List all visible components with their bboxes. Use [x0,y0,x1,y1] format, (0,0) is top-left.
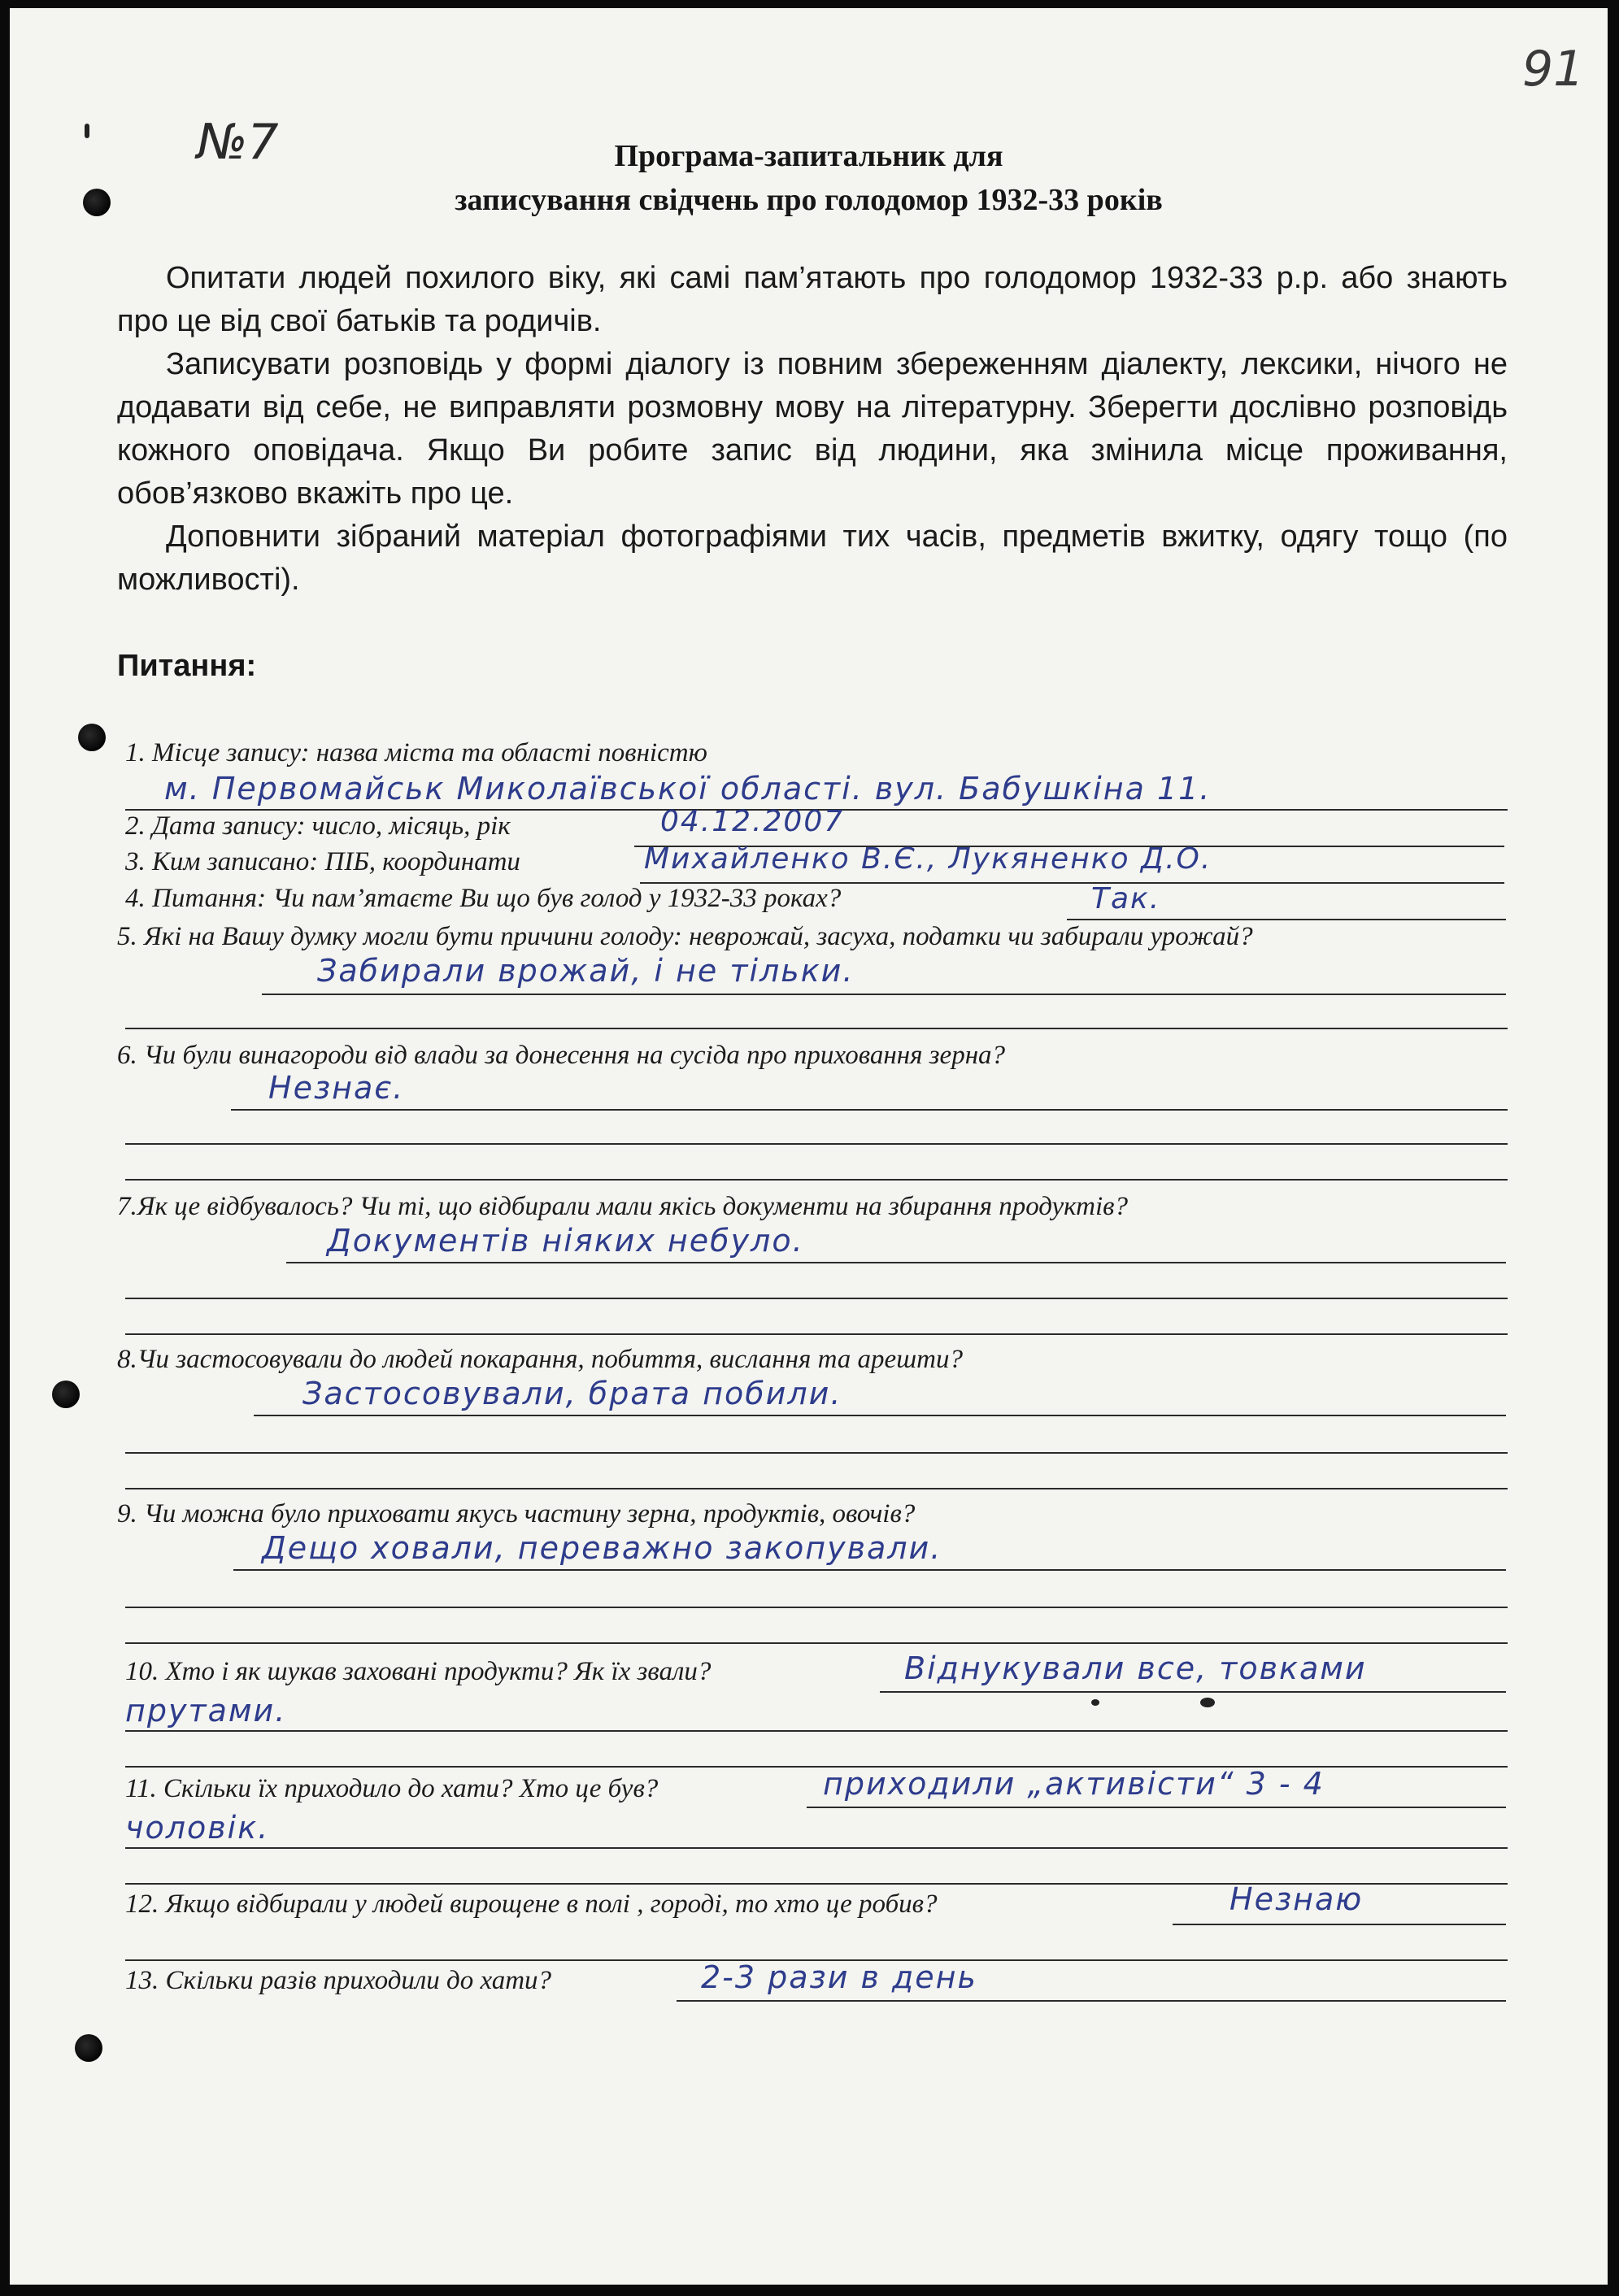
ink-speck [85,124,89,138]
answer-10-line-1: Віднукували все, товками [904,1650,1367,1686]
question-5: 5. Які на Вашу думку могли бути причини голоду: неврожай, засуха, податки чи забирали урожай? [117,922,1253,951]
question-6: 6. Чи були винагороди від влади за донесення на сусіда про приховання зерна? [117,1041,1006,1070]
answer-line [254,1415,1506,1416]
question-8: 8.Чи застосовували до людей покарання, побиття, вислання та арешти? [117,1345,963,1374]
document-title-line-1: Програма-запитальник для [614,139,1003,173]
answer-13: 2-3 рази в день [701,1959,977,1995]
answer-line [233,1569,1506,1571]
answer-line [807,1807,1506,1808]
answer-line [125,1143,1508,1145]
answer-7: Документів ніяких небуло. [327,1223,804,1259]
page-number: 91 [1522,41,1585,98]
answer-line [125,1607,1508,1608]
questions-heading: Питання: [117,649,257,683]
answer-1: м. Первомайськ Миколаївської області. вул. Бабушкіна 11. [164,771,1212,807]
punch-hole-upper-middle [78,724,106,751]
punch-hole-bottom [75,2034,102,2062]
punch-hole-lower-middle [52,1381,80,1408]
answer-line [125,1730,1508,1732]
answer-line [125,1298,1508,1299]
ink-speck [1091,1699,1099,1706]
answer-5: Забирали врожай, і не тільки. [317,953,855,989]
intro-paragraph-3: Доповнити зібраний матеріал фотографіями тих часів, предметів вжитку, одягу тощо (по можливості). [117,520,1508,597]
answer-line [262,994,1506,995]
answer-12: Незнаю [1229,1881,1364,1917]
answer-line [125,1179,1508,1181]
answer-line [880,1691,1506,1693]
archive-mark: №7 [197,114,279,171]
question-11: 11. Скільки їх приходило до хати? Хто це був? [125,1774,659,1803]
answer-line [286,1262,1506,1263]
question-1: 1. Місце запису: назва міста та області повністю [125,738,707,768]
answer-8: Застосовували, брата побили. [302,1376,842,1411]
answer-line [125,1452,1508,1454]
intro-paragraph-2: Записувати розповідь у формі діалогу із повним збереженням діалекту, лексики, нічого не додавати від себе, не виправляти розмовну мову на літературну. Зберегти дослівно розповідь кожного оповідача. Якщо Ви робите запис від людини, яка змінила місце проживання, обов’язково вкажіть про це. [117,347,1508,511]
answer-10-line-2: прутами. [125,1693,287,1729]
answer-line [125,1333,1508,1335]
answer-line [1173,1924,1506,1925]
answer-line [125,1642,1508,1644]
question-2: 2. Дата запису: число, місяць, рік [125,811,511,841]
answer-9: Дещо ховали, переважно закопували. [262,1530,942,1566]
answer-line [125,1488,1508,1489]
intro-paragraph-1: Опитати людей похилого віку, які самі пам’ятають про голодомор 1932-33 р.р. або знають про це від свої батьків та родичів. [117,261,1508,338]
answer-line [231,1109,1508,1111]
answer-11-line-2: чоловік. [125,1810,270,1846]
question-9: 9. Чи можна було приховати якусь частину зерна, продуктів, овочів? [117,1499,916,1528]
document-title-line-2: записування свідчень про голодомор 1932-33 років [455,183,1163,217]
question-10: 10. Хто і як шукав заховані продукти? Як їх звали? [125,1657,712,1686]
document-page [10,8,1608,2285]
question-3: 3. Ким записано: ПІБ, координати [125,847,520,876]
answer-line [677,2000,1506,2002]
ink-speck [1200,1698,1215,1707]
answer-line [125,1028,1508,1029]
answer-3: Михайленко В.Є., Лукяненко Д.О. [644,842,1212,876]
question-13: 13. Скільки разів приходили до хати? [125,1966,552,1995]
answer-11-line-1: приходили „активісти“ 3 - 4 [823,1766,1325,1802]
answer-2: 04.12.2007 [660,805,845,838]
question-4: 4. Питання: Чи пам’ятаєте Ви що був голод у 1932-33 роках? [125,884,842,913]
answer-line [125,1847,1508,1849]
question-7: 7.Як це відбувалось? Чи ті, що відбирали мали якісь документи на збирання продуктів? [117,1192,1129,1221]
answer-6: Незнає. [268,1070,405,1106]
question-12: 12. Якщо відбирали у людей вирощене в полі , городі, то хто це робив? [125,1889,938,1919]
answer-4: Так. [1091,882,1161,915]
